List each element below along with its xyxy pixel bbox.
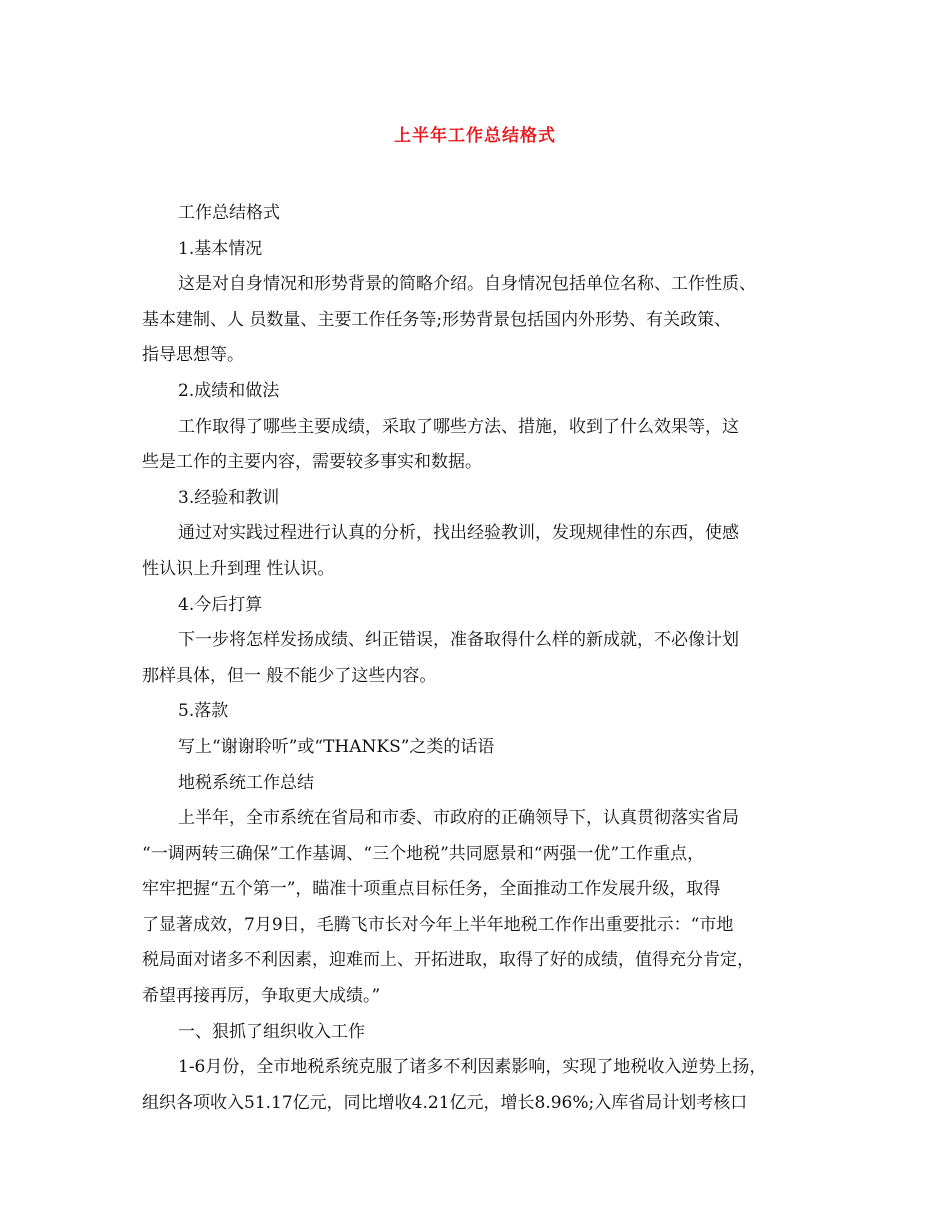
text-line: 通过对实践过程进行认真的分析，找出经验教训，发现规律性的东西，使感 [178, 523, 739, 544]
text-line: 组织各项收入51.17亿元，同比增收4.21亿元，增长8.96%;入库省局计划考核口 [142, 1092, 748, 1113]
text-line: 这是对自身情况和形势背景的简略介绍。自身情况包括单位名称、工作性质、 [178, 274, 756, 295]
text-line: 牢牢把握“五个第一”，瞄准十项重点目标任务，全面推动工作发展升级，取得 [142, 879, 721, 900]
text-line: 那样具体，但一 般不能少了这些内容。 [142, 665, 437, 686]
text-line: 3.经验和教训 [178, 487, 280, 508]
text-line: 1.基本情况 [178, 238, 263, 259]
text-line: 2.成绩和做法 [178, 380, 280, 401]
text-line: 工作总结格式 [178, 203, 280, 223]
text-line: 下一步将怎样发扬成绩、纠正错误，准备取得什么样的新成就，不必像计划 [178, 630, 739, 651]
text-line: 上半年，全市系统在省局和市委、市政府的正确领导下，认真贯彻落实省局 [178, 808, 739, 829]
text-line: 一、狠抓了组织收入工作 [178, 1021, 365, 1042]
text-line: 基本建制、人 员数量、主要工作任务等;形势背景包括国内外形势、有关政策、 [142, 309, 732, 330]
text-line: 性认识上升到理 性认识。 [142, 558, 335, 579]
text-line: 写上“谢谢聆听”或“THANKS”之类的话语 [178, 736, 495, 757]
text-line: 1-6月份，全市地税系统克服了诸多不利因素影响，实现了地税收入逆势上扬， [178, 1057, 767, 1078]
text-line: 税局面对诸多不利因素，迎难而上、开拓进取，取得了好的成绩，值得充分肯定， [142, 950, 754, 971]
text-line: 希望再接再厉，争取更大成绩。” [142, 986, 381, 1007]
text-line: 了显著成效，7月9日，毛腾飞市长对今年上半年地税工作作出重要批示：“市地 [142, 914, 734, 935]
text-line: 地税系统工作总结 [178, 772, 314, 793]
text-line: 些是工作的主要内容，需要较多事实和数据。 [142, 452, 482, 473]
text-line: 5.落款 [178, 701, 229, 722]
document-body [142, 196, 810, 1121]
document-title: 上半年工作总结格式 [394, 126, 556, 146]
text-line: “一调两转三确保”工作基调、“三个地税”共同愿景和“两强一优”工作重点， [142, 843, 705, 864]
text-line: 指导思想等。 [142, 345, 244, 366]
text-line: 工作取得了哪些主要成绩，采取了哪些方法、措施，收到了什么效果等，这 [178, 416, 739, 437]
text-line: 4.今后打算 [178, 594, 263, 615]
